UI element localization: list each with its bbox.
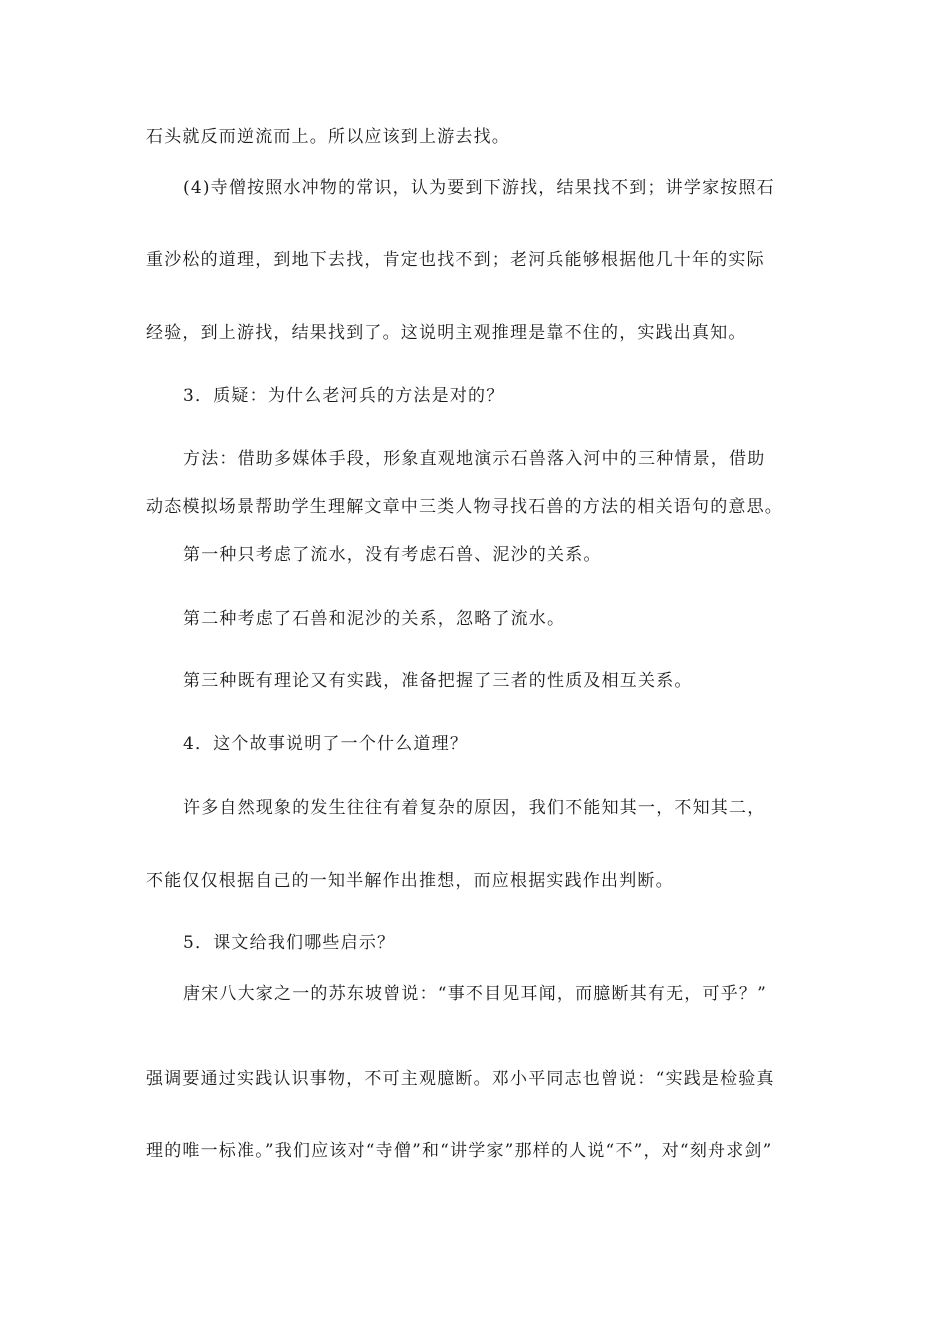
text-line: (4)寺僧按照水冲物的常识，认为要到下游找，结果找不到；讲学家按照石 (183, 178, 775, 198)
text-line: 许多自然现象的发生往往有着复杂的原因，我们不能知其一，不知其二， (183, 798, 766, 818)
text-line: 第一种只考虑了流水，没有考虑石兽、泥沙的关系。 (183, 545, 602, 565)
text-line: 唐宋八大家之一的苏东坡曾说：“事不目见耳闻，而臆断其有无，可乎？” (183, 984, 767, 1004)
text-line: 不能仅仅根据自己的一知半解作出推想，而应根据实践作出判断。 (146, 871, 674, 891)
text-line: 方法：借助多媒体手段，形象直观地演示石兽落入河中的三种情景，借助 (183, 449, 766, 469)
question-heading: 3．质疑：为什么老河兵的方法是对的？ (183, 386, 505, 406)
text-line: 第三种既有理论又有实践，准备把握了三者的性质及相互关系。 (183, 671, 693, 691)
text-line: 动态模拟场景帮助学生理解文章中三类人物寻找石兽的方法的相关语句的意思。 (146, 497, 783, 517)
text-line: 第二种考虑了石兽和泥沙的关系，忽略了流水。 (183, 609, 566, 629)
text-line: 强调要通过实践认识事物，不可主观臆断。邓小平同志也曾说：“实践是检验真 (146, 1069, 775, 1089)
text-line: 经验，到上游找，结果找到了。这说明主观推理是靠不住的，实践出真知。 (146, 323, 747, 343)
text-line: 理的唯一标准。”我们应该对“寺僧”和“讲学家”那样的人说“不”，对“刻舟求剑” (146, 1141, 773, 1161)
text-line: 石头就反而逆流而上。所以应该到上游去找。 (146, 127, 510, 147)
question-heading: 4．这个故事说明了一个什么道理？ (183, 734, 469, 754)
text-line: 重沙松的道理，到地下去找，肯定也找不到；老河兵能够根据他几十年的实际 (146, 250, 765, 270)
question-heading: 5．课文给我们哪些启示？ (183, 933, 396, 953)
